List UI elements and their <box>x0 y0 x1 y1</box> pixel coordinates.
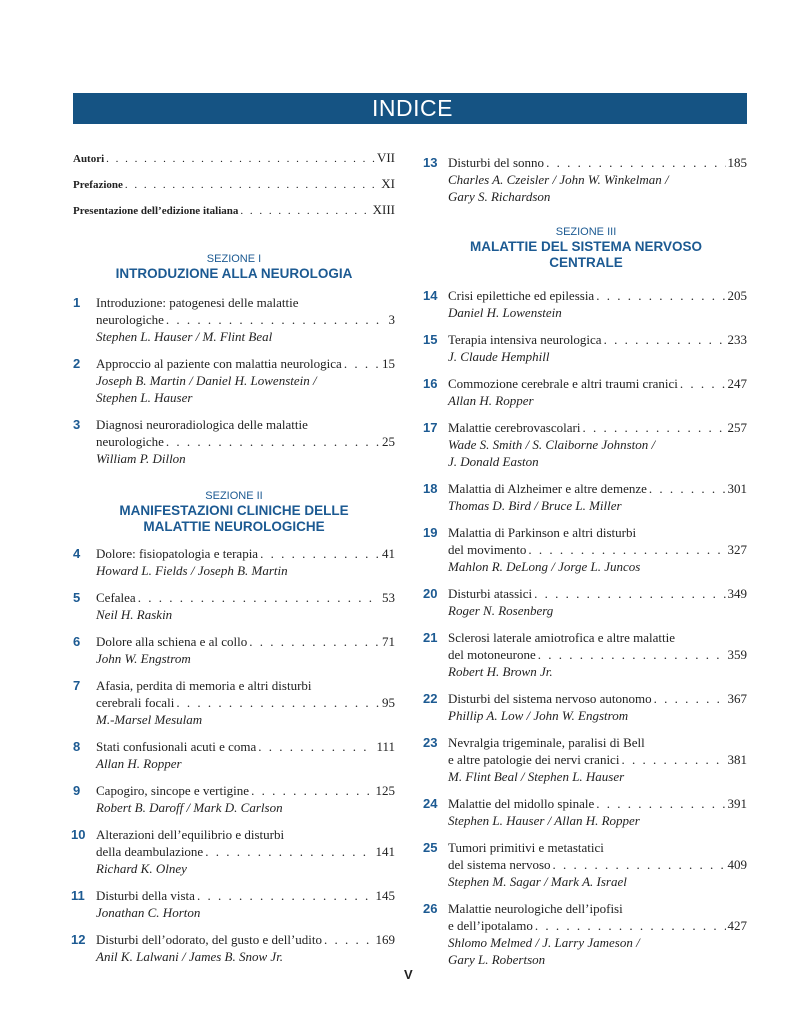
chapter-entry[interactable] <box>73 782 395 816</box>
chapter-number: 13 <box>423 155 438 170</box>
left-column <box>73 150 395 965</box>
chapter-entry[interactable] <box>73 826 395 877</box>
chapter-entry[interactable] <box>425 375 747 409</box>
toc-entry-presentazione[interactable]: Presentazione dell’edizione italiana . . . XIII <box>73 202 395 228</box>
chapter-title: Terapia intensiva neurologica <box>448 332 602 347</box>
chapter-authors: Robert H. Brown Jr. <box>448 664 553 679</box>
chapter-page: 141 <box>375 844 395 859</box>
chapter-number: 16 <box>423 376 438 391</box>
chapter-number: 18 <box>423 481 438 496</box>
chapter-page: 3 <box>388 312 395 327</box>
chapter-page: 53 <box>382 590 395 605</box>
chapter-authors: Daniel H. Lowenstein <box>448 305 562 320</box>
chapter-authors: Allan H. Ropper <box>96 756 182 771</box>
chapter-entry[interactable] <box>425 900 747 968</box>
chapter-number: 6 <box>73 634 81 649</box>
chapter-page: 367 <box>727 691 747 706</box>
chapter-authors: Joseph B. Martin / Daniel H. Lowenstein / <box>96 373 317 388</box>
chapter-entry[interactable] <box>425 839 747 890</box>
chapter-title: Malattia di Parkinson e altri disturbi <box>448 525 637 540</box>
page-number: V <box>404 967 413 982</box>
chapter-title: del sistema nervoso <box>448 857 551 872</box>
chapter-title: Introduzione: patogenesi delle malattie <box>96 295 299 310</box>
chapter-entry[interactable] <box>73 931 395 965</box>
chapter-entry[interactable] <box>73 294 395 345</box>
chapter-title: neurologiche <box>96 312 164 327</box>
chapter-entry[interactable] <box>73 416 395 467</box>
chapter-title: neurologiche <box>96 434 164 449</box>
chapter-authors: Gary S. Richardson <box>448 189 551 204</box>
chapter-number: 24 <box>423 796 438 811</box>
chapter-authors: Stephen M. Sagar / Mark A. Israel <box>448 874 627 889</box>
chapter-title: Disturbi del sistema nervoso autonomo <box>448 691 652 706</box>
chapter-number: 5 <box>73 590 81 605</box>
chapter-title: e altre patologie dei nervi cranici <box>448 752 620 767</box>
chapter-title: Disturbi della vista <box>96 888 195 903</box>
chapter-entry[interactable] <box>425 154 747 205</box>
chapter-entry[interactable] <box>73 633 395 667</box>
chapter-authors: Anil K. Lalwani / James B. Snow Jr. <box>96 949 284 964</box>
chapter-entry[interactable] <box>73 738 395 772</box>
chapter-page: 169 <box>375 932 395 947</box>
chapter-page: 41 <box>382 546 395 561</box>
chapter-title: e dell’ipotalamo <box>448 918 533 933</box>
chapter-number: 8 <box>73 739 81 754</box>
chapter-number: 21 <box>423 630 438 645</box>
chapter-title: Crisi epilettiche ed epilessia <box>448 288 595 303</box>
right-column <box>425 150 747 968</box>
chapter-authors: Wade S. Smith / S. Claiborne Johnston / <box>448 437 656 452</box>
chapter-entry[interactable] <box>73 355 395 406</box>
chapter-entry[interactable] <box>425 690 747 724</box>
chapter-title: Malattie cerebrovascolari <box>448 420 581 435</box>
chapter-title: Stati confusionali acuti e coma <box>96 739 257 754</box>
chapter-page: 427 <box>727 918 747 933</box>
chapter-entry[interactable] <box>425 585 747 619</box>
chapter-authors: J. Claude Hemphill <box>448 349 550 364</box>
chapter-page: 185 <box>727 155 747 170</box>
chapter-number: 11 <box>71 888 85 903</box>
chapter-authors: William P. Dillon <box>96 451 186 466</box>
chapter-entry[interactable] <box>425 524 747 575</box>
chapter-number: 12 <box>71 932 86 947</box>
chapter-number: 20 <box>423 586 438 601</box>
chapter-number: 4 <box>73 546 81 561</box>
chapter-title: Disturbi del sonno <box>448 155 545 170</box>
chapter-authors: Allan H. Ropper <box>448 393 534 408</box>
chapter-authors: Charles A. Czeisler / John W. Winkelman / <box>448 172 669 187</box>
chapter-page: 15 <box>382 356 395 371</box>
chapter-page: 359 <box>727 647 747 662</box>
chapter-title: della deambulazione <box>96 844 204 859</box>
chapter-title: Sclerosi laterale amiotrofica e altre malattie <box>448 630 676 645</box>
page-title: INDICE <box>372 95 453 121</box>
section-heading-2: SEZIONE II MANIFESTAZIONI CLINICHE DELLE MALATTIE NEUROLOGICHE <box>119 490 349 534</box>
chapter-entry[interactable] <box>425 480 747 514</box>
chapter-authors: M.-Marsel Mesulam <box>96 712 203 727</box>
chapter-number: 3 <box>73 417 81 432</box>
chapter-page: 205 <box>727 288 747 303</box>
chapter-page: 125 <box>375 783 395 798</box>
chapter-number: 1 <box>73 295 81 310</box>
chapter-authors: Thomas D. Bird / Bruce L. Miller <box>448 498 622 513</box>
chapter-authors: Neil H. Raskin <box>96 607 173 622</box>
chapter-number: 23 <box>423 735 438 750</box>
chapter-entry[interactable] <box>73 677 395 728</box>
chapter-title: del motoneurone <box>448 647 536 662</box>
chapter-title: cerebrali focali <box>96 695 175 710</box>
chapter-entry[interactable] <box>425 287 747 321</box>
chapter-page: 25 <box>382 434 395 449</box>
chapter-title: Dolore alla schiena e al collo <box>96 634 248 649</box>
chapter-authors: Stephen L. Hauser / M. Flint Beal <box>96 329 273 344</box>
chapter-entry[interactable] <box>425 629 747 680</box>
chapter-page: 349 <box>727 586 747 601</box>
chapter-title: Malattia di Alzheimer e altre demenze <box>448 481 647 496</box>
chapter-entry[interactable] <box>425 331 747 365</box>
chapter-number: 14 <box>423 288 438 303</box>
chapter-authors: Stephen L. Hauser / Allan H. Ropper <box>448 813 640 828</box>
chapter-title: Nevralgia trigeminale, paralisi di Bell <box>448 735 645 750</box>
chapter-entry[interactable] <box>73 545 395 579</box>
chapter-number: 15 <box>423 332 438 347</box>
chapter-authors: Shlomo Melmed / J. Larry Jameson / <box>448 935 640 950</box>
chapter-number: 2 <box>73 356 81 371</box>
chapter-number: 7 <box>73 678 81 693</box>
chapter-title: Malattie neurologiche dell’ipofisi <box>448 901 623 916</box>
chapter-title: Disturbi atassici <box>448 586 533 601</box>
chapter-number: 17 <box>423 420 438 435</box>
chapter-entry[interactable] <box>425 795 747 829</box>
section-heading-3: SEZIONE III MALATTIE DEL SISTEMA NERVOSO CENTRALE <box>469 226 703 270</box>
chapter-entry[interactable] <box>425 419 747 470</box>
chapter-title: Cefalea <box>96 590 136 605</box>
chapter-authors: Robert B. Daroff / Mark D. Carlson <box>96 800 283 815</box>
chapter-authors: Gary L. Robertson <box>448 952 546 967</box>
chapter-authors: Roger N. Rosenberg <box>448 603 554 618</box>
chapter-authors: Richard K. Olney <box>96 861 187 876</box>
title-banner <box>73 93 747 124</box>
chapter-page: 257 <box>727 420 747 435</box>
chapter-authors: Phillip A. Low / John W. Engstrom <box>448 708 629 723</box>
chapter-number: 9 <box>73 783 81 798</box>
chapter-authors: Stephen L. Hauser <box>96 390 193 405</box>
chapter-entry[interactable] <box>73 887 395 921</box>
chapter-page: 409 <box>727 857 747 872</box>
chapter-authors: Mahlon R. DeLong / Jorge L. Juncos <box>448 559 641 574</box>
chapter-title: Malattie del midollo spinale <box>448 796 595 811</box>
chapter-authors: Jonathan C. Horton <box>96 905 201 920</box>
chapter-entry[interactable] <box>425 734 747 785</box>
chapter-page: 145 <box>375 888 395 903</box>
chapter-page: 111 <box>376 739 395 754</box>
chapter-page: 327 <box>727 542 747 557</box>
chapter-title: del movimento <box>448 542 527 557</box>
chapter-page: 247 <box>727 376 747 391</box>
chapter-number: 10 <box>71 827 86 842</box>
chapter-title: Tumori primitivi e metastatici <box>448 840 604 855</box>
chapter-title: Afasia, perdita di memoria e altri disturbi <box>96 678 312 693</box>
chapter-page: 233 <box>727 332 747 347</box>
chapter-page: 381 <box>727 752 747 767</box>
chapter-title: Diagnosi neuroradiologica delle malattie <box>96 417 308 432</box>
chapter-number: 26 <box>423 901 438 916</box>
chapter-number: 25 <box>423 840 438 855</box>
chapter-authors: J. Donald Easton <box>448 454 539 469</box>
chapter-number: 22 <box>423 691 438 706</box>
chapter-title: Alterazioni dell’equilibrio e disturbi <box>96 827 285 842</box>
chapter-title: Disturbi dell’odorato, del gusto e dell’udito <box>96 932 323 947</box>
chapter-page: 71 <box>382 634 395 649</box>
chapter-page: 301 <box>727 481 747 496</box>
chapter-authors: Howard L. Fields / Joseph B. Martin <box>96 563 288 578</box>
chapter-title: Approccio al paziente con malattia neurologica <box>96 356 342 371</box>
chapter-page: 95 <box>382 695 395 710</box>
chapter-number: 19 <box>423 525 438 540</box>
chapter-entry[interactable] <box>73 589 395 623</box>
chapter-authors: M. Flint Beal / Stephen L. Hauser <box>448 769 625 784</box>
chapter-title: Dolore: fisiopatologia e terapia <box>96 546 259 561</box>
chapter-title: Commozione cerebrale e altri traumi cranici <box>448 376 678 391</box>
chapter-page: 391 <box>727 796 747 811</box>
section-heading-1: SEZIONE I INTRODUZIONE ALLA NEUROLOGIA <box>115 253 353 281</box>
chapter-authors: John W. Engstrom <box>96 651 191 666</box>
toc-entry-prefazione[interactable]: Prefazione . . . XI <box>73 176 395 202</box>
toc-entry-autori[interactable]: Autori . . . VII <box>73 150 395 176</box>
chapter-title: Capogiro, sincope e vertigine <box>96 783 250 798</box>
